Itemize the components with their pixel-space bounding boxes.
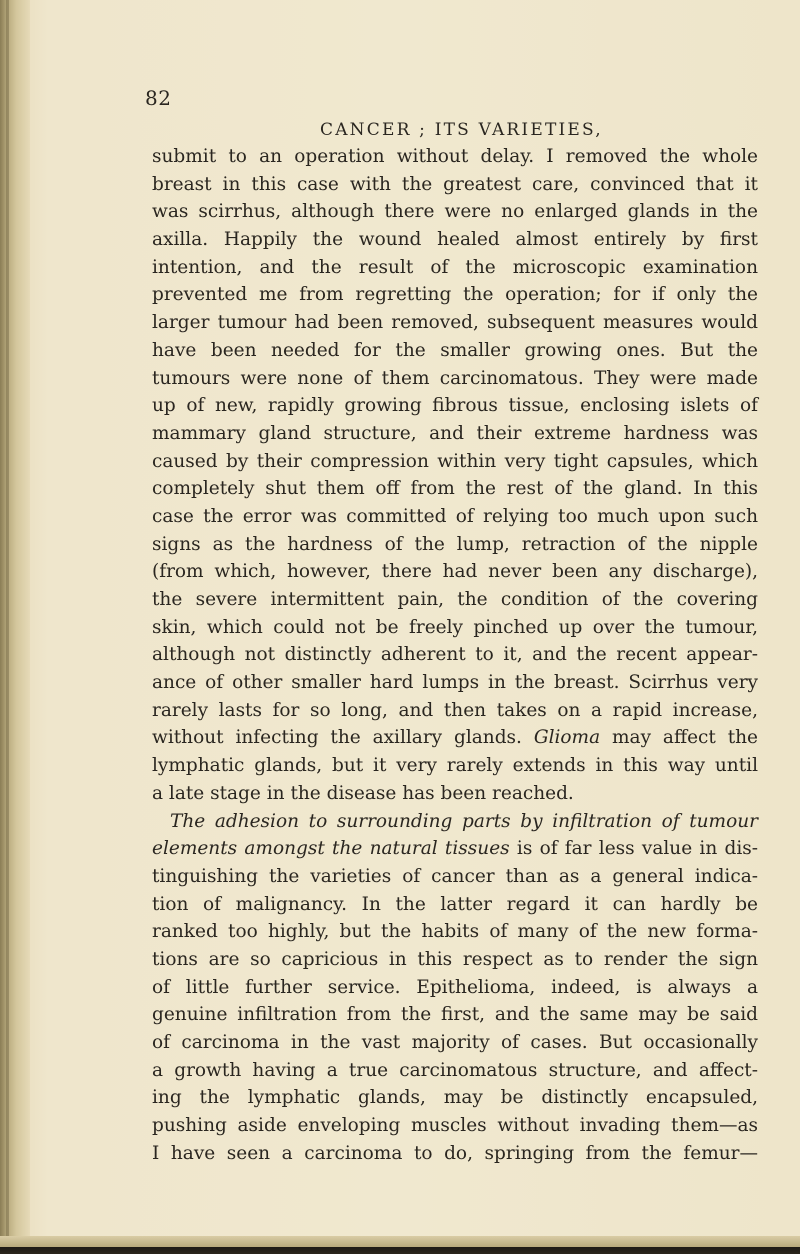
text-line: up of new, rapidly growing fibrous tissue, enclosing islets of <box>152 395 758 417</box>
text-line: caused by their compression within very tight capsules, which <box>152 450 758 472</box>
text-line: case the error was committed of relying too much upon such <box>152 505 758 527</box>
text-line: completely shut them off from the rest of the gland. In this <box>152 478 758 500</box>
text-line: intention, and the result of the microscopic examination <box>152 256 758 278</box>
text-line: ance of other smaller hard lumps in the breast. Scirrhus very <box>152 672 758 694</box>
text-line: axilla. Happily the wound healed almost entirely by first <box>152 229 758 251</box>
text-line: ing the lymphatic glands, may be distinctly encapsuled, <box>152 1087 758 1109</box>
text-line: tinguishing the varieties of cancer than as a general indica- <box>152 865 758 887</box>
text-line: ranked too highly, but the habits of many of the new forma- <box>152 921 758 943</box>
text-line: rarely lasts for so long, and then takes on a rapid increase, <box>152 699 758 721</box>
text-line: breast in this case with the greatest care, convinced that it <box>152 173 758 195</box>
text-line: mammary gland structure, and their extreme hardness was <box>152 422 758 444</box>
text-line: (from which, however, there had never been any discharge), <box>152 561 758 583</box>
text-line: submit to an operation without delay. I removed the whole <box>152 146 758 167</box>
text-line: the severe intermittent pain, the condition of the covering <box>152 589 758 610</box>
text-line: tumours were none of them carcinomatous. They were made <box>152 367 758 389</box>
text-line-mixed <box>152 724 758 752</box>
section-heading-italic-cont: elements amongst the natural tissues <box>152 838 510 860</box>
text-line: a late stage in the disease has been reached. <box>152 782 574 804</box>
text-line: I have seen a carcinoma to do, springing from the femur— <box>152 1142 758 1164</box>
page-number: 82 <box>145 86 172 110</box>
text-segment: is of far less value in dis- <box>516 838 758 860</box>
text-line: genuine infiltration from the first, and the same may be said <box>152 1004 758 1026</box>
page-binding-edge <box>0 0 30 1254</box>
text-line: tions are so capricious in this respect as to render the sign <box>152 948 758 970</box>
text-line: signs as the hardness of the lump, retraction of the nipple <box>152 533 758 555</box>
section-heading-italic: The adhesion to surrounding parts by infiltration of tumour <box>170 810 758 832</box>
text-line: although not distinctly adherent to it, and the recent appear- <box>152 644 758 666</box>
text-segment: without infecting the axillary glands. <box>152 727 522 749</box>
running-head: CANCER ; ITS VARIETIES, <box>320 120 603 140</box>
page-bottom-edge <box>0 1236 800 1254</box>
text-line: pushing aside enveloping muscles without invading them—as <box>152 1115 758 1137</box>
text-line: lymphatic glands, but it very rarely extends in this way until <box>152 755 758 777</box>
text-line: was scirrhus, although there were no enlarged glands in the <box>152 201 758 223</box>
text-line: of little further service. Epithelioma, indeed, is always a <box>152 976 758 998</box>
text-segment: may affect the <box>612 727 758 749</box>
text-line: larger tumour had been removed, subsequent measures would <box>152 312 758 334</box>
text-line: of carcinoma in the vast majority of cases. But occasionally <box>152 1032 758 1053</box>
text-line-mixed <box>152 835 758 863</box>
text-line: skin, which could not be freely pinched up over the tumour, <box>152 616 758 638</box>
text-line: a growth having a true carcinomatous structure, and affect- <box>152 1059 758 1081</box>
italic-term-glioma: Glioma <box>533 727 601 749</box>
text-line: tion of malignancy. In the latter regard it can hardly be <box>152 893 758 915</box>
text-line: have been needed for the smaller growing ones. But the <box>152 339 758 361</box>
text-line: prevented me from regretting the operation; for if only the <box>152 284 758 306</box>
body-text <box>152 143 758 1167</box>
page-header <box>145 86 765 140</box>
